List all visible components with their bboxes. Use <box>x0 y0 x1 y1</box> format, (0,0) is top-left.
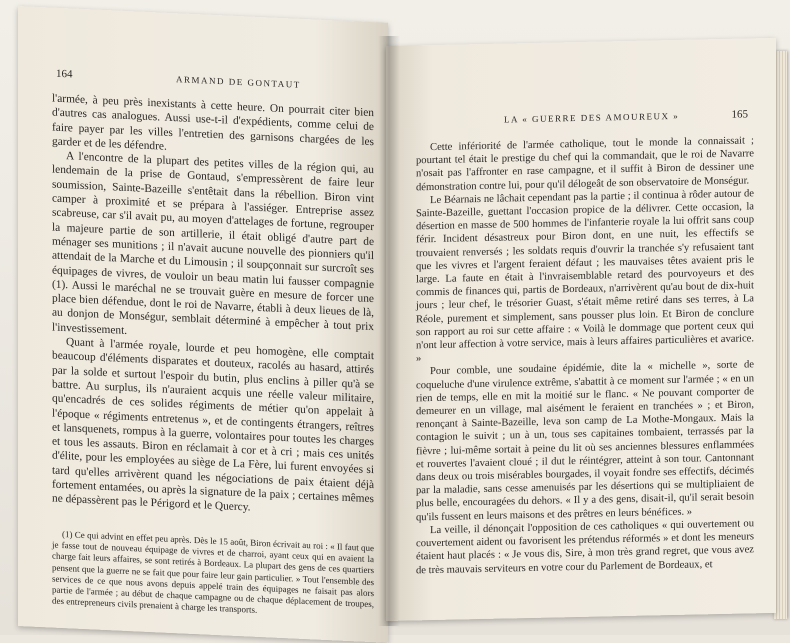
right-running-head: LA « GUERRE DES AMOUREUX » <box>504 110 680 125</box>
left-page <box>18 6 388 643</box>
right-body-text <box>416 134 754 577</box>
left-footnote <box>52 528 374 622</box>
right-paragraph: Le Béarnais ne lâchait cependant pas la partie ; il continua à rôder autour de Sainte-Bazeille, guettant l'occasion propice de la délivrer. Cette occasion, la désertion en masse de 500 hommes de l'infanterie royale la lui offrit sans coup férir. Incident désastreux pour Biron dont, en une nuit, les effectifs se trouvaient renversés ; les soldats requis d'ouvrir la tranchée s'y refusaient tant que les vivres et l'argent feraient défaut ; les mauvaises têtes avaient pris le large. La faute en était à l'invraisemblable retard des pourvoyeurs et des commis de finances qui, partis de Bordeaux, n'arrivèrent qu'au bout de dix-huit jours ; leur chef, le trésorier Guast, s'était même retiré dans ses terres, à La Réole, purement et simplement, sans pousser plus loin. Et Biron de conclure son rapport au roi sur cette affaire : « Voilà le dommage que portent ceux qui n'ont leur affection à votre service, mais à leurs affaires particulières et avarice. » <box>416 188 754 365</box>
book-gutter <box>378 36 400 626</box>
footnote-text: (1) Ce qui advint en effet peu après. Dès le 15 août, Biron écrivait au roi : « Il faut que je fasse tout de nouveau équipage de vivres et de charroi, ayant ceux qui en avaient la charge fait leurs affaires, se sont retirés à Bordeaux. La plupart des gens de ces quartiers pensent que la guerre ne se fait que pour faire leur gain particulier. » Tout l'ensemble des services de ce que nous avons depuis appelé train des équipages ne faisait pas alors partie de l'armée ; au début de chaque campagne ou de chaque déplacement de troupes, des entrepreneurs civils prenaient à charge les transports. <box>52 528 374 616</box>
left-running-head: ARMAND DE GONTAUT <box>176 74 301 90</box>
left-body-text <box>52 92 374 521</box>
right-page-number: 165 <box>731 108 748 121</box>
left-paragraph: Quant à l'armée royale, lourde et peu homogène, elle comptait beaucoup d'éléments disparates et douteux, racolés au hasard, attirés par la solde et surtout l'espoir du butin, plus enclins à piller qu'à se battre. Au surplus, ils n'auraient acquis une réelle valeur militaire, qu'encadrés de ces solides régiments de métier qu'on appelait à l'époque « régiments entretenus », et de contingents étrangers, reîtres et lansquenets, rompus à la guerre, volontaires pour toutes les charges et tous les assauts. Biron en réclamait à cor et à cri ; mais ces unités d'élite, pour les employées au siège de La Fère, lui furent envoyées si tard qu'elles arrivèrent quand les négociations de paix étaient déjà fortement entamées, ou après la signature de la paix ; certaines mêmes ne dépassèrent pas le Périgord et le Quercy. <box>52 336 374 514</box>
left-paragraph: l'armée, à peu près inexistants à cette heure. On pourrait citer bien d'autres cas analogues. Aussi use-t-il d'expédients, comme celui de faire payer par les villes l'entretien des garnisons chargées de les garder et de les défendre. <box>52 92 374 153</box>
right-paragraph: La veille, il dénonçait l'opposition de ces catholiques « qui ouvertement ou couvertement aident ou favorisent les prétendus réformés » et dont les meneurs étaient haut placés : « Je vous dis, Sire, à mon très grand regret, que vous avez de très mauvais serviteurs en votre cour du Parlement de Bordeaux, et <box>416 518 754 576</box>
left-page-number: 164 <box>56 67 73 81</box>
right-paragraph: Cette infériorité de l'armée catholique, tout le monde la connaissait ; pourtant tel était le prestige du chef qui la commandait, que le roi de Navarre n'osait pas l'affronter en rase campagne, et il suffit à Biron de dessiner une démonstration contre lui, pour qu'il délogeât de son observatoire de Monségur. <box>416 135 754 193</box>
right-page <box>386 38 776 621</box>
open-book <box>18 6 783 626</box>
left-paragraph: A l'encontre de la plupart des petites villes de la région qui, au lendemain de la prise de Gontaud, s'empressèrent de faire leur soumission, Sainte-Bazeille s'entêtait dans la rébellion. Biron vint camper à proximité et se prépara à l'assiéger. Entreprise assez scabreuse, car s'il avait pu, au moyen d'attelages de fortune, regrouper la majeure partie de son artillerie, il était obligé d'autre part de ménager ses munitions ; il n'avait aucune nouvelle des pionniers qu'il attendait de la Marche et du Limousin ; il soupçonnait sur surcroît ses équipages de vivres, de vouloir un beau matin lui fausser compagnie (1). Aussi le maréchal ne se trouvait guère en mesure de forcer une place bien défendue, dont le roi de Navarre, établi à deux lieues de là, au donjon de Monségur, semblait déterminé à empêcher à tout prix l'investissement. <box>52 150 374 337</box>
right-page-header <box>434 108 748 137</box>
right-paragraph: Pour comble, une soudaine épidémie, dite la « michelle », sorte de coqueluche d'une virulence extrême, s'abattit à ce moment sur l'armée ; « en un rien de temps, elle en mit la moitié sur le flanc. « Ne pouvant comporter de demeurer en un village, mal aisément le feraient en tranchées » ; et Biron, renonçant à Sainte-Bazeille, leva son camp de La Mothe-Mongaux. Mais la contagion le suivit ; un à un, tous ses capitaines tombaient, terrassés par la fièvre ; lui-même sortait à peine du lit où ses anciennes blessures enflammées et rouvertes l'avaient cloué ; il dut le réintégrer, atteint à son tour. Cantonnant dans deux ou trois misérables bourgades, il voyait fondre ses effectifs, décimés par la maladie, sans cesse amenuisés par les désertions qui se multipliaient de plus belle, encouragées du dehors. « Il y a des gens, disait-il, qu'il serait besoin qu'ils fussent en leurs maisons et des prêtres en leurs bénéfices. » <box>416 359 754 524</box>
